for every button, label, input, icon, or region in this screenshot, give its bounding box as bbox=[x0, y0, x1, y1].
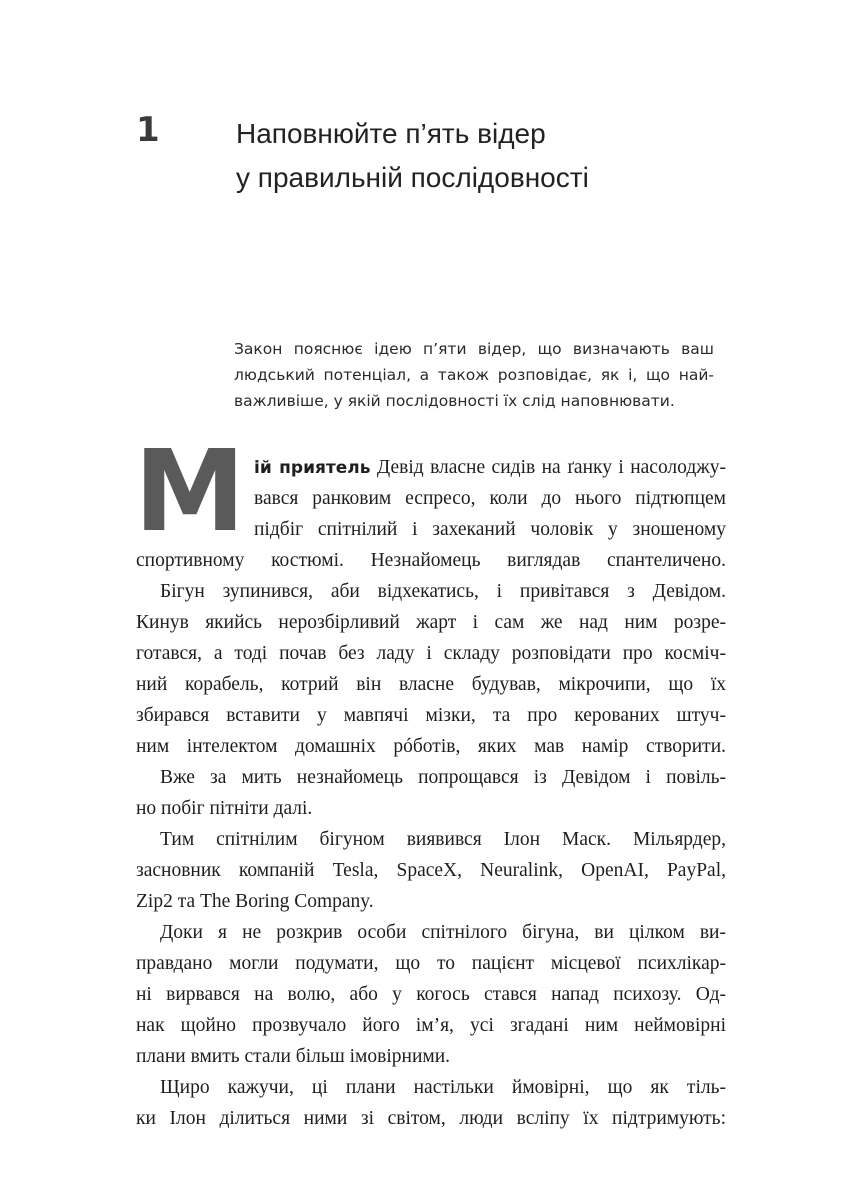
lead-in-bold: ій приятель bbox=[254, 458, 371, 478]
paragraph-line: вався ранковим еспресо, коли до нього підтюпцем bbox=[254, 488, 726, 509]
paragraph-line: но побіг пітніти далі. bbox=[136, 798, 313, 819]
paragraph-line: Бігун зупинився, аби відхекатись, і привітався з Девідом. bbox=[160, 581, 726, 602]
paragraph-line: засновник компаній Tesla, SpaceX, Neuralink, OpenAI, PayPal, bbox=[136, 860, 726, 881]
paragraph-line: ний корабель, котрий він власне будував, мікрочипи, що їх bbox=[136, 674, 726, 695]
chapter-number: 1 bbox=[136, 110, 160, 150]
paragraph-line: плани вмить стали більш імовірними. bbox=[136, 1046, 451, 1067]
paragraph-line: ним інтелектом домашніх рóботів, яких мав намір створити. bbox=[136, 736, 726, 757]
epigraph-line: людський потенціал, а також розповідає, як і, що най- bbox=[234, 366, 714, 384]
paragraph-line: Zip2 та The Boring Company. bbox=[136, 891, 374, 912]
paragraph-line: правдано могли подумати, що то пацієнт місцевої психлікар- bbox=[136, 953, 726, 974]
paragraph-line: нак щойно прозвучало його ім’я, усі згадані ним неймовірні bbox=[136, 1015, 726, 1036]
paragraph-line: спортивному костюмі. Незнайомець виглядав спантеличено. bbox=[136, 550, 726, 571]
paragraph-line: Доки я не розкрив особи спітнілого бігуна, ви цілком ви- bbox=[160, 922, 726, 943]
paragraph-line: Щиро кажучи, ці плани настільки ймовірні, що як тіль- bbox=[160, 1077, 726, 1098]
paragraph-line: ки Ілон ділиться ними зі світом, люди всліпу їх підтримують: bbox=[136, 1108, 726, 1129]
paragraph-line: Кинув якийсь нерозбірливий жарт і сам же над ним розре- bbox=[136, 612, 726, 633]
paragraph-line: Тим спітнілим бігуном виявився Ілон Маск. Мільярдер, bbox=[160, 829, 726, 850]
paragraph-line: збирався вставити у мавпячі мізки, та про керованих штуч- bbox=[136, 705, 726, 726]
paragraph-line: ні вирвався на волю, або у когось стався напад психозу. Од- bbox=[136, 984, 726, 1005]
epigraph-line: Закон пояснює ідею п’яти відер, що визначають ваш bbox=[234, 340, 714, 358]
chapter-epigraph bbox=[234, 336, 714, 414]
epigraph-line: важливіше, у якій послідовності їх слід наповнювати. bbox=[234, 392, 675, 410]
chapter-title-line: у правильній послідовності bbox=[236, 162, 589, 193]
paragraph-line: підбіг спітнілий і захеканий чоловік у зношеному bbox=[254, 519, 726, 540]
drop-cap-letter: М bbox=[134, 427, 244, 557]
first-line-text: Девід власне сидів на ґанку і насолоджу- bbox=[370, 457, 726, 478]
paragraph-line: готався, а тоді почав без ладу і складу розповідати про косміч- bbox=[136, 643, 726, 664]
chapter-title-line: Наповнюйте п’ять відер bbox=[236, 118, 546, 149]
paragraph-line bbox=[254, 453, 726, 483]
paragraph-line: Вже за мить незнайомець попрощався із Девідом і повіль- bbox=[160, 767, 726, 788]
chapter-title bbox=[236, 112, 716, 200]
